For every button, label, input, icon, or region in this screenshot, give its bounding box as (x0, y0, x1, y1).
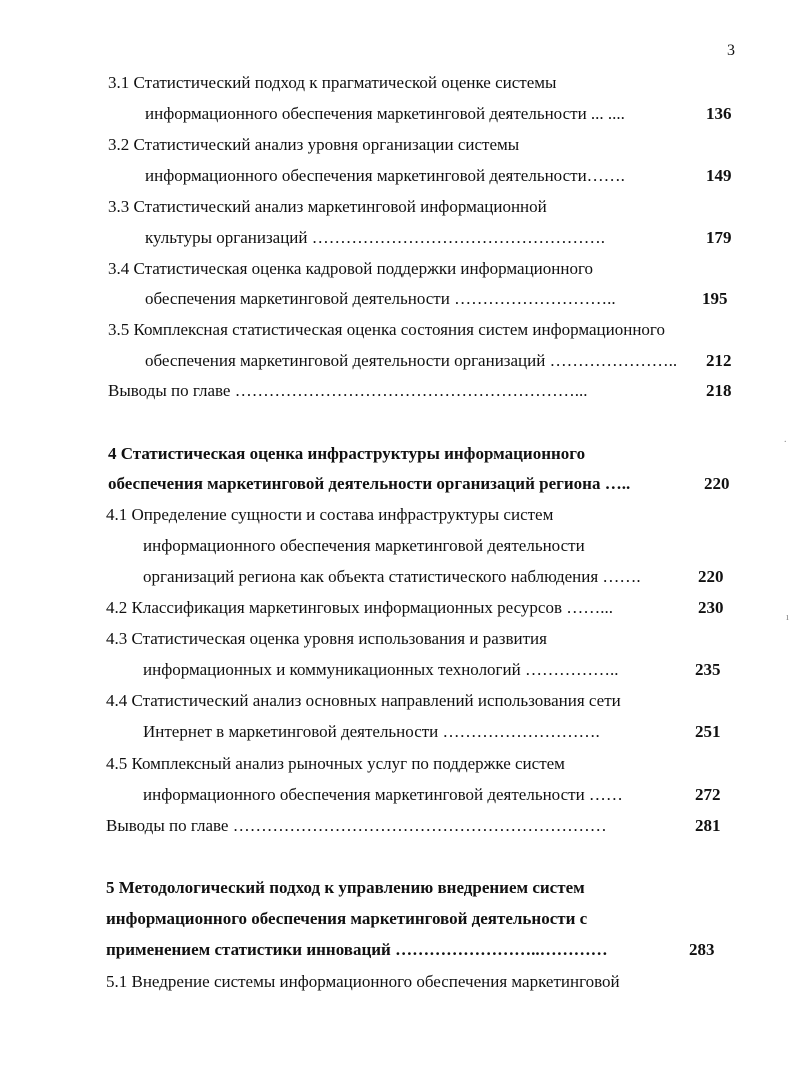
toc-entry-3-1-line-1: 3.1 Статистический подход к прагматической оценке системы (108, 73, 557, 92)
toc-entry-3-2-line-2: информационного обеспечения маркетинговой деятельности……. (145, 166, 625, 185)
scan-mark: . (784, 434, 787, 445)
toc-entry-3-2-page: 149 (706, 166, 732, 185)
toc-chapter-5-line-1: 5 Методологический подход к управлению внедрением систем (106, 878, 585, 897)
toc-entry-3-5-line-2: обеспечения маркетинговой деятельности организаций ………………….. (145, 351, 678, 370)
toc-entry-conclusions-4: Выводы по главе ………………………………………………………… (106, 816, 607, 835)
toc-chapter-5-page: 283 (689, 940, 715, 959)
toc-entry-4-2: 4.2 Классификация маркетинговых информационных ресурсов ……... (106, 598, 613, 617)
toc-entry-4-1-line-1: 4.1 Определение сущности и состава инфраструктуры систем (106, 505, 554, 524)
toc-entry-conclusions-3: Выводы по главе ……………………………………………………... (108, 381, 588, 400)
toc-entry-3-3-line-1: 3.3 Статистический анализ маркетинговой информационной (108, 197, 547, 216)
toc-entry-3-4-line-2: обеспечения маркетинговой деятельности ……………………….. (145, 289, 616, 308)
toc-entry-4-4-page: 251 (695, 722, 721, 741)
toc-entry-4-5-page: 272 (695, 785, 721, 804)
toc-entry-3-1-page: 136 (706, 104, 732, 123)
toc-entry-3-1-line-2: информационного обеспечения маркетинговой деятельности ... .... (145, 104, 625, 123)
toc-chapter-5-line-2: информационного обеспечения маркетинговой деятельности с (106, 909, 588, 928)
toc-entry-4-5-line-1: 4.5 Комплексный анализ рыночных услуг по поддержке систем (106, 754, 565, 773)
toc-entry-4-3-page: 235 (695, 660, 721, 679)
toc-entry-4-4-line-1: 4.4 Статистический анализ основных направлений использования сети (106, 691, 621, 710)
toc-entry-3-5-line-1: 3.5 Комплексная статистическая оценка состояния систем информационного (108, 320, 665, 339)
toc-chapter-5-line-3: применением статистики инноваций ……………………..………… (106, 940, 608, 959)
toc-entry-4-4-line-2: Интернет в маркетинговой деятельности ………………………. (143, 722, 600, 741)
toc-entry-conclusions-3-page: 218 (706, 381, 732, 400)
page-number: 3 (727, 42, 735, 59)
toc-entry-conclusions-4-page: 281 (695, 816, 721, 835)
toc-entry-3-3-line-2: культуры организаций ……………………………………………. (145, 228, 606, 247)
toc-entry-5-1-line-1: 5.1 Внедрение системы информационного обеспечения маркетинговой (106, 972, 620, 991)
toc-entry-3-4-page: 195 (702, 289, 728, 308)
toc-entry-4-1-page: 220 (698, 567, 724, 586)
toc-chapter-4-line-1: 4 Статистическая оценка инфраструктуры информационного (108, 444, 586, 463)
toc-chapter-4-page: 220 (704, 474, 730, 493)
toc-entry-4-3-line-1: 4.3 Статистическая оценка уровня использования и развития (106, 629, 547, 648)
toc-entry-4-1-line-3: организаций региона как объекта статистического наблюдения ……. (143, 567, 641, 586)
toc-entry-3-3-page: 179 (706, 228, 732, 247)
toc-entry-4-2-page: 230 (698, 598, 724, 617)
toc-entry-4-5-line-2: информационного обеспечения маркетинговой деятельности …… (143, 785, 623, 804)
toc-entry-3-4-line-1: 3.4 Статистическая оценка кадровой поддержки информационного (108, 259, 594, 278)
toc-entry-3-5-page: 212 (706, 351, 732, 370)
toc-entry-4-1-line-2: информационного обеспечения маркетинговой деятельности (143, 536, 585, 555)
toc-chapter-4-line-2: обеспечения маркетинговой деятельности организаций региона ….. (108, 474, 631, 493)
toc-entry-4-3-line-2: информационных и коммуникационных технологий …………….. (143, 660, 619, 679)
toc-entry-3-2-line-1: 3.2 Статистический анализ уровня организации системы (108, 135, 520, 154)
scan-mark: ı (786, 612, 789, 623)
